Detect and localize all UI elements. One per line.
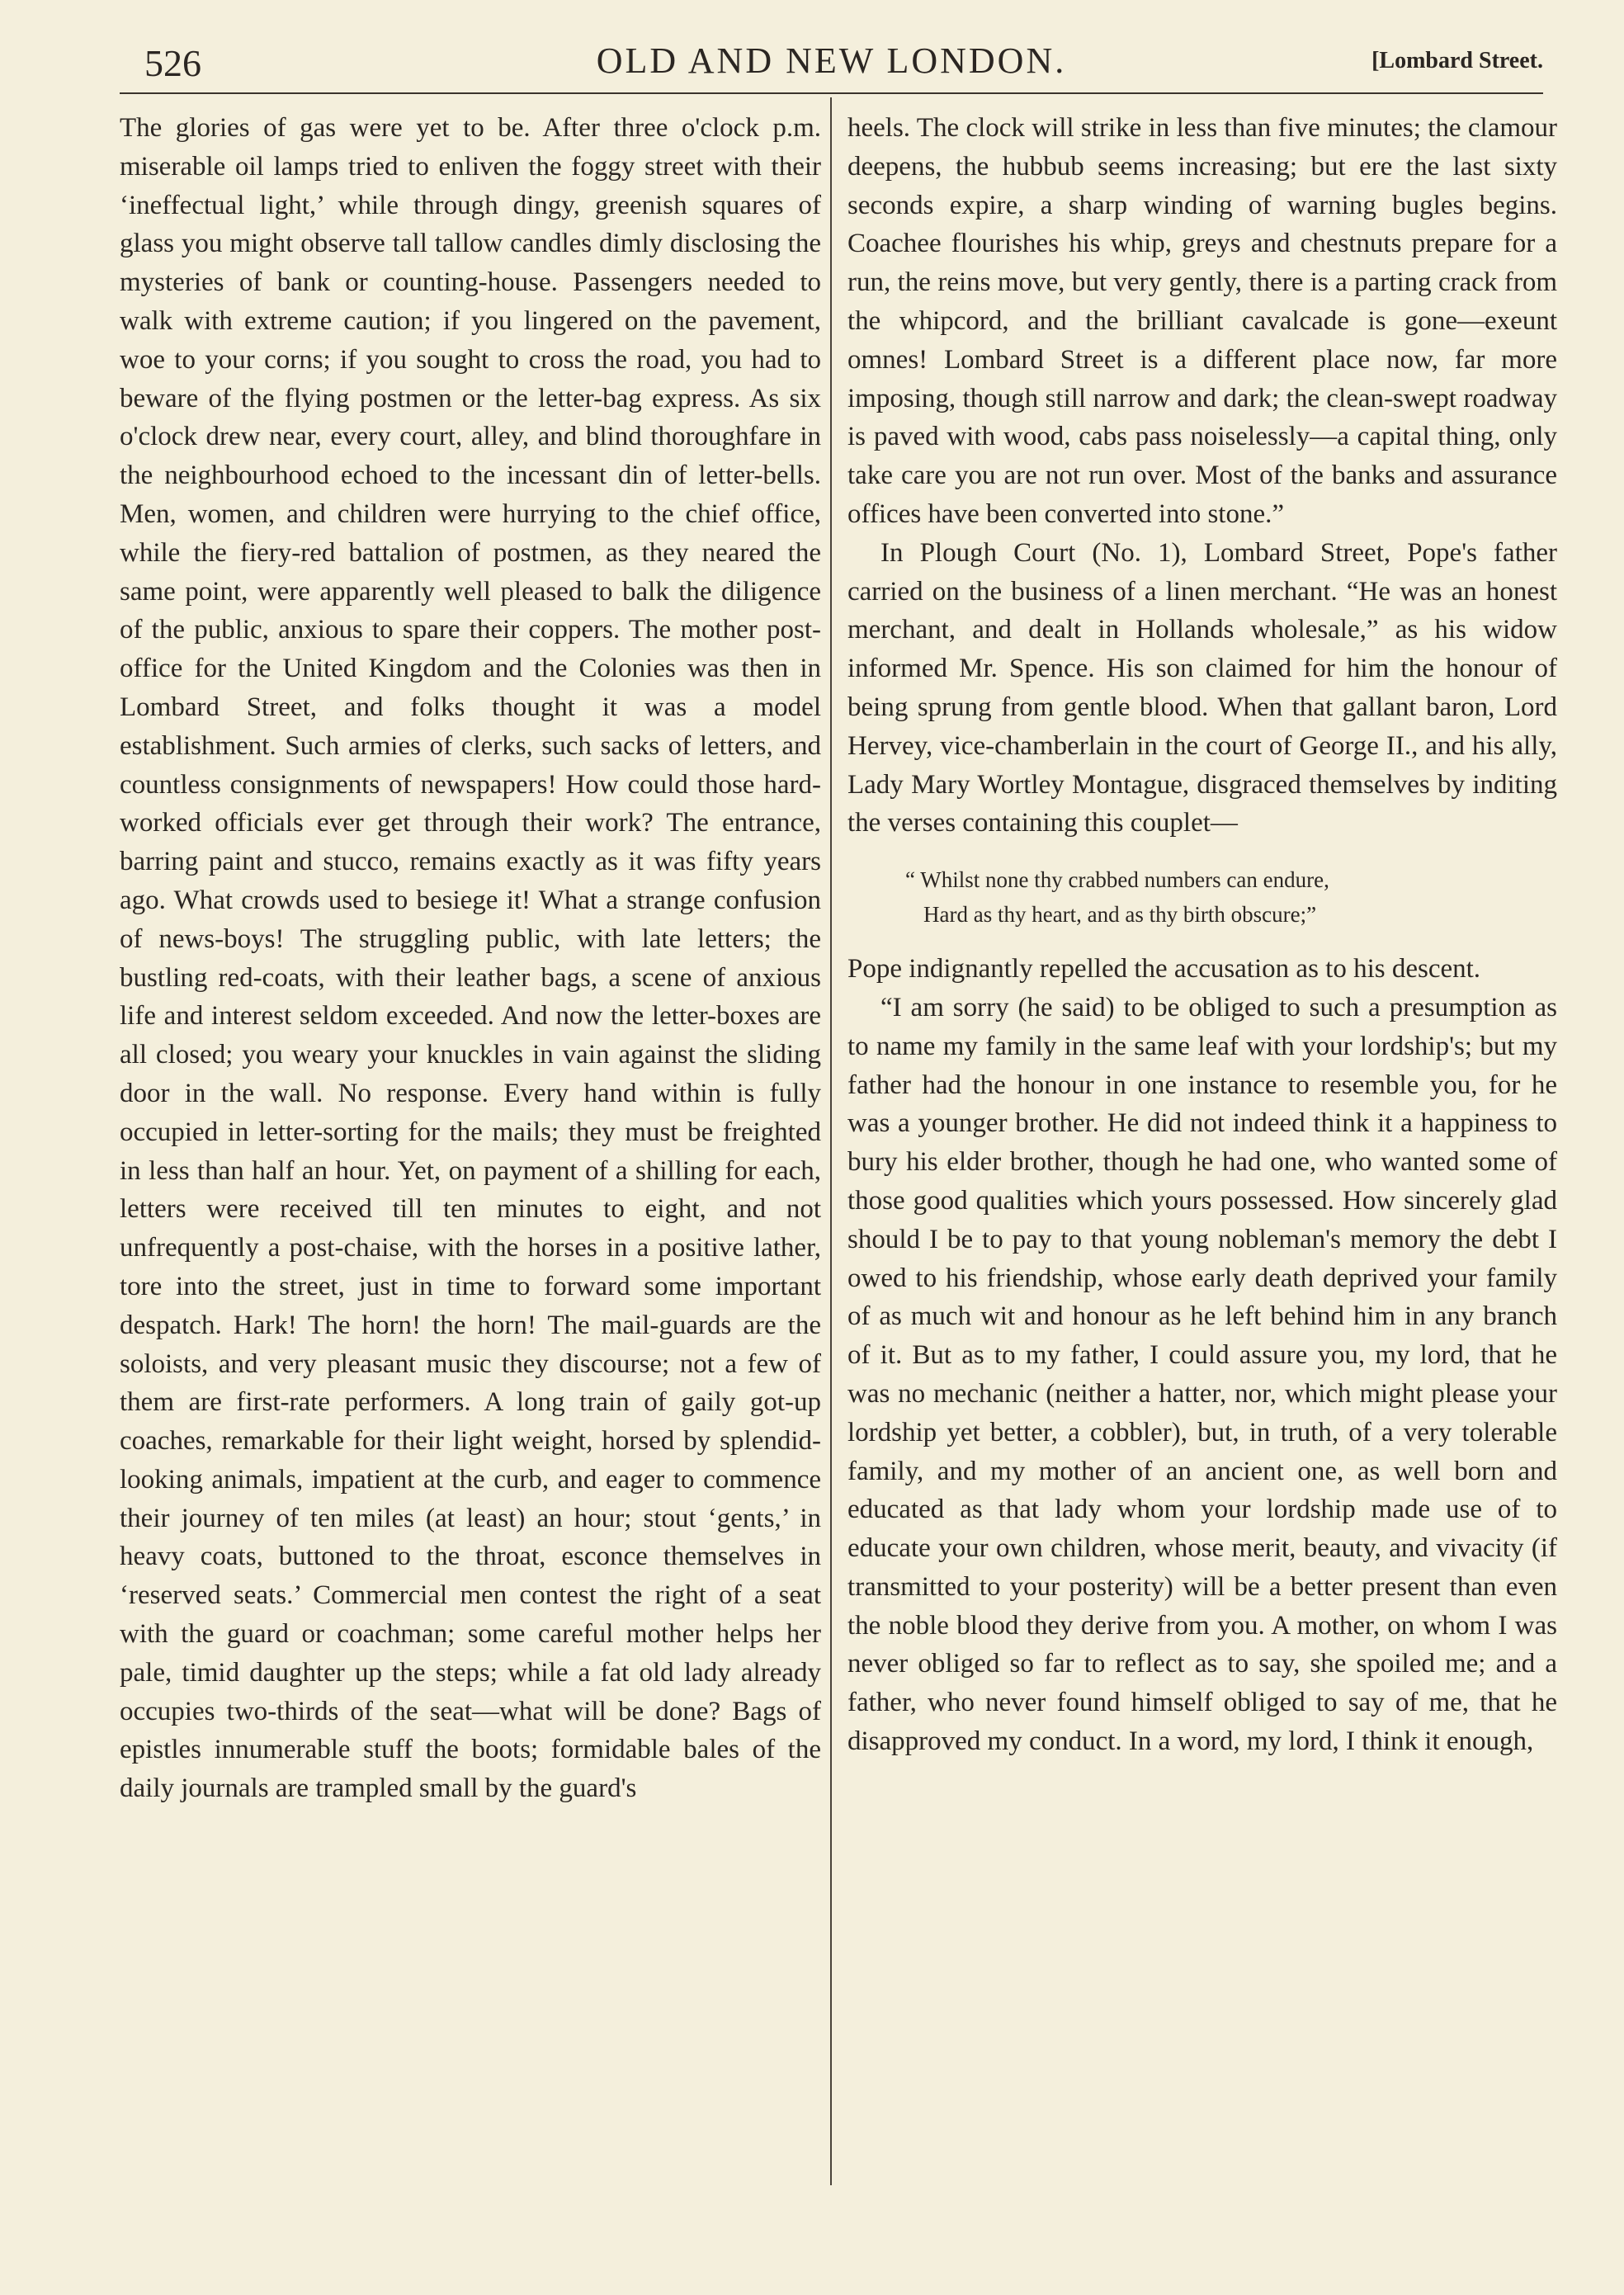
quote-line-1: “ Whilst none thy crabbed numbers can endure, bbox=[905, 867, 1329, 893]
left-column bbox=[120, 109, 821, 1808]
running-title: OLD AND NEW LONDON. bbox=[596, 40, 1067, 81]
page-number: 526 bbox=[144, 42, 201, 84]
column-divider bbox=[830, 97, 832, 2185]
right-paragraph-1: heels. The clock will strike in less than five minutes; the clamour deepens, the hubbub seems increasing; but ere the last sixty seconds expire, a sharp winding of warning bugles begins. Coachee flourishes his whip, greys and chestnuts prepare for a run, the reins move, but very gently, there is a parting crack from the whipcord, and the brilliant cavalcade is gone—exeunt omnes! Lombard Street is a different place now, far more imposing, though still narrow and dark; the clean-swept roadway is paved with wood, cabs pass noiselessly—a capital thing, only take care you are not run over. Most of the banks and assurance offices have been converted into stone.” bbox=[847, 113, 1557, 529]
verse-quote bbox=[905, 862, 1557, 932]
left-paragraph: The glories of gas were yet to be. After three o'clock p.m. miserable oil lamps tried to enliven the foggy street with their ‘ineffectual light,’ while through dingy, greenish squares of glass you might observe tall tallow candles dimly disclosing the mysteries of bank or counting-house. Passengers needed to walk with extreme caution; if you lingered on the pavement, woe to your corns; if you sought to cross the road, you had to beware of the flying postmen or the letter-bag express. As six o'clock drew near, every court, alley, and blind thoroughfare in the neighbourhood echoed to the incessant din of letter-bells. Men, women, and children were hurrying to the chief office, while the fiery-red battalion of postmen, as they neared the same point, were apparently well pleased to balk the diligence of the public, anxious to spare their coppers. The mother post-office for the United Kingdom and the Colonies was then in Lombard Street, and folks thought it was a model establishment. Such armies of clerks, such sacks of letters, and countless consignments of newspapers! How could those hard-worked officials ever get through their work? The entrance, barring paint and stucco, remains exactly as it was fifty years ago. What crowds used to besiege it! What a strange confusion of news-boys! The struggling public, with late letters; the bustling red-coats, with their leather bags, a scene of anxious life and interest seldom exceeded. And now the letter-boxes are all closed; you weary your knuckles in vain against the sliding door in the wall. No response. Every hand within is fully occupied in letter-sorting for the mails; they must be freighted in less than half an hour. Yet, on payment of a shilling for each, letters were received till ten minutes to eight, and not unfrequently a post-chaise, with the horses in a positive lather, tore into the street, just in time to forward some important despatch. Hark! The horn! the horn! The mail-guards are the soloists, and very pleasant music they discourse; not a few of them are first-rate performers. A long train of gaily got-up coaches, remarkable for their light weight, horsed by splendid-looking animals, impatient at the curb, and eager to commence their journey of ten miles (at least) an hour; stout ‘gents,’ in heavy coats, buttoned to the throat, esconce themselves in ‘reserved seats.’ Commercial men contest the right of a seat with the guard or coachman; some careful mother helps her pale, timid daughter up the steps; while a fat old lady already occupies two-thirds of the seat—what will be done? Bags of epistles innumerable stuff the boots; formidable bales of the daily journals are trampled small by the guard's bbox=[120, 113, 821, 1804]
right-paragraph-4: “I am sorry (he said) to be obliged to such a presumption as to name my family in the same leaf with your lordship's; but my father had the honour in one instance to resemble you, for he was a younger brother. He did not indeed think it a happiness to bury his elder brother, though he had one, who wanted some of those good qualities which yours possessed. How sincerely glad should I be to pay to that young nobleman's memory the debt I owed to his friendship, whose early death deprived your family of as much wit and honour as he left behind him in any branch of it. But as to my father, I could assure you, my lord, that he was no mechanic (neither a hatter, nor, which might please your lordship yet better, a cobbler), but, in truth, of a very tolerable family, and my mother of an ancient one, as well born and educated as that lady whom your lordship made use of to educate your own children, whose merit, beauty, and vivacity (if transmitted to your posterity) will be a better present than even the noble blood they derive from you. A mother, on whom I was never obliged so far to reflect as to say, she spoiled me; and a father, who never found himself obliged to say of me, that he disapproved my conduct. In a word, my lord, I think it enough, bbox=[847, 992, 1557, 1757]
right-paragraph-2: In Plough Court (No. 1), Lombard Street, Pope's father carried on the business of a linen merchant. “He was an honest merchant, and dealt in Hollands wholesale,” as his widow informed Mr. Spence. His son claimed for him the honour of being sprung from gentle blood. When that gallant baron, Lord Hervey, vice-chamberlain in the court of George II., and his ally, Lady Mary Wortley Montague, disgraced themselves by inditing the verses containing this couplet— bbox=[847, 537, 1557, 838]
header-rule bbox=[120, 92, 1543, 94]
quote-line-2: Hard as thy heart, and as thy birth obscure;” bbox=[923, 902, 1317, 928]
page-header bbox=[120, 35, 1543, 92]
running-section: [Lombard Street. bbox=[1371, 48, 1543, 73]
right-paragraph-3: Pope indignantly repelled the accusation as to his descent. bbox=[847, 954, 1481, 985]
right-column bbox=[847, 109, 1557, 1761]
